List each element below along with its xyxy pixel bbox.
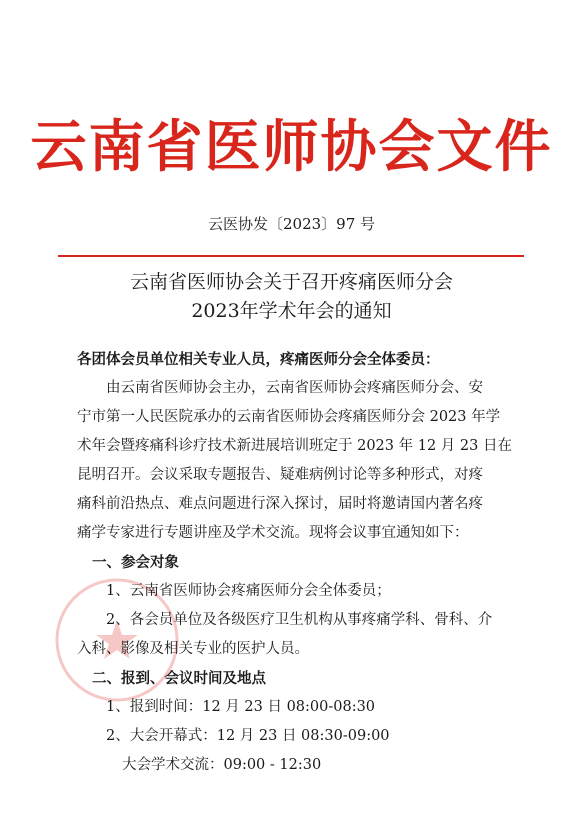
paragraph-line: 宁市第一人民医院承办的云南省医师协会疼痛医师分会 2023 年学 bbox=[77, 409, 501, 425]
document-number: 云医协发〔2023〕97 号 bbox=[207, 215, 376, 233]
paragraph-line: 由云南省医师协会主办，云南省医师协会疼痛医师分会、安 bbox=[106, 380, 483, 396]
section2-item-2: 2、大会开幕式：12 月 23 日 08:30-09:00 bbox=[106, 728, 390, 744]
section-heading-1: 一、参会对象 bbox=[92, 554, 179, 571]
section1-item-1: 1、云南省医师协会疼痛医师分会全体委员； bbox=[106, 583, 391, 599]
document-masthead: 云南省医师协会文件 bbox=[30, 114, 553, 180]
section1-item-2-line-1: 2、各会员单位及各级医疗卫生机构从事疼痛学科、骨科、介 bbox=[106, 612, 493, 628]
notice-title-line-1: 云南省医师协会关于召开疼痛医师分会 bbox=[129, 271, 453, 293]
paragraph-line: 术年会暨疼痛科诊疗技术新进展培训班定于 2023 年 12 月 23 日在 bbox=[77, 438, 512, 454]
paragraph-line: 痛学专家进行专题讲座及学术交流。现将会议事宜通知如下： bbox=[77, 525, 469, 541]
paragraph-line: 痛科前沿热点、难点问题进行深入探讨，届时将邀请国内著名疼 bbox=[77, 496, 483, 512]
notice-title bbox=[0, 268, 583, 326]
red-divider-line bbox=[58, 255, 524, 257]
notice-title-line-2: 2023年学术年会的通知 bbox=[191, 300, 392, 322]
section2-item-3: 大会学术交流：09:00 - 12:30 bbox=[122, 757, 322, 773]
paragraph-line: 昆明召开。会议采取专题报告、疑难病例讨论等多种形式，对疼 bbox=[77, 467, 483, 483]
section1-item-2-line-2: 入科、影像及相关专业的医护人员。 bbox=[77, 641, 309, 657]
notice-body bbox=[77, 345, 517, 780]
section-heading-2: 二、报到、会议时间及地点 bbox=[92, 670, 266, 687]
section2-item-1: 1、报到时间：12 月 23 日 08:00-08:30 bbox=[106, 699, 376, 715]
salutation: 各团体会员单位相关专业人员，疼痛医师分会全体委员： bbox=[77, 351, 440, 368]
